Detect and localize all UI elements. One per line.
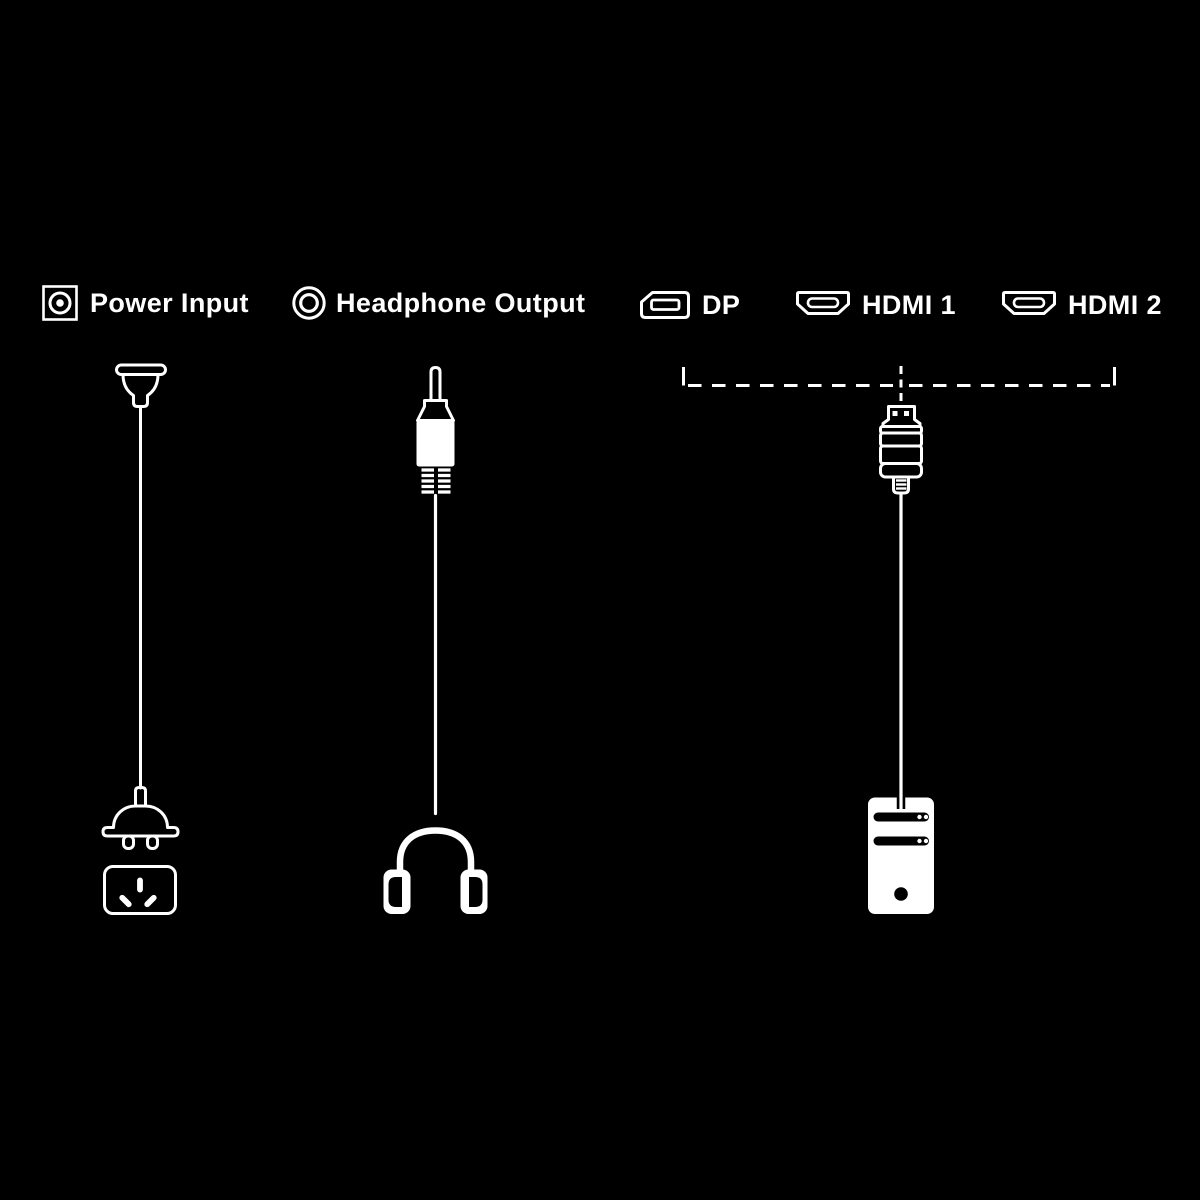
video-connection-illustration <box>684 366 1115 914</box>
wall-outlet-icon <box>105 867 176 914</box>
pc-tower-icon <box>868 795 934 914</box>
legend-label-hdmi-2: HDMI 2 <box>1068 289 1162 320</box>
power-connection-illustration <box>103 365 178 914</box>
audio-jack-icon <box>417 368 455 493</box>
legend-label-headphone-output: Headphone Output <box>336 287 586 318</box>
hdmi-connector-icon <box>881 407 922 494</box>
power-plug-icon <box>103 788 178 849</box>
legend-label-power-input: Power Input <box>90 287 249 318</box>
power-connector-icon <box>117 365 166 407</box>
headphone-connection-illustration <box>384 368 488 915</box>
legend-label-dp: DP <box>702 289 741 320</box>
headphones-icon <box>384 831 488 915</box>
port-group-bracket <box>684 366 1115 404</box>
legend-label-hdmi-1: HDMI 1 <box>862 289 956 320</box>
